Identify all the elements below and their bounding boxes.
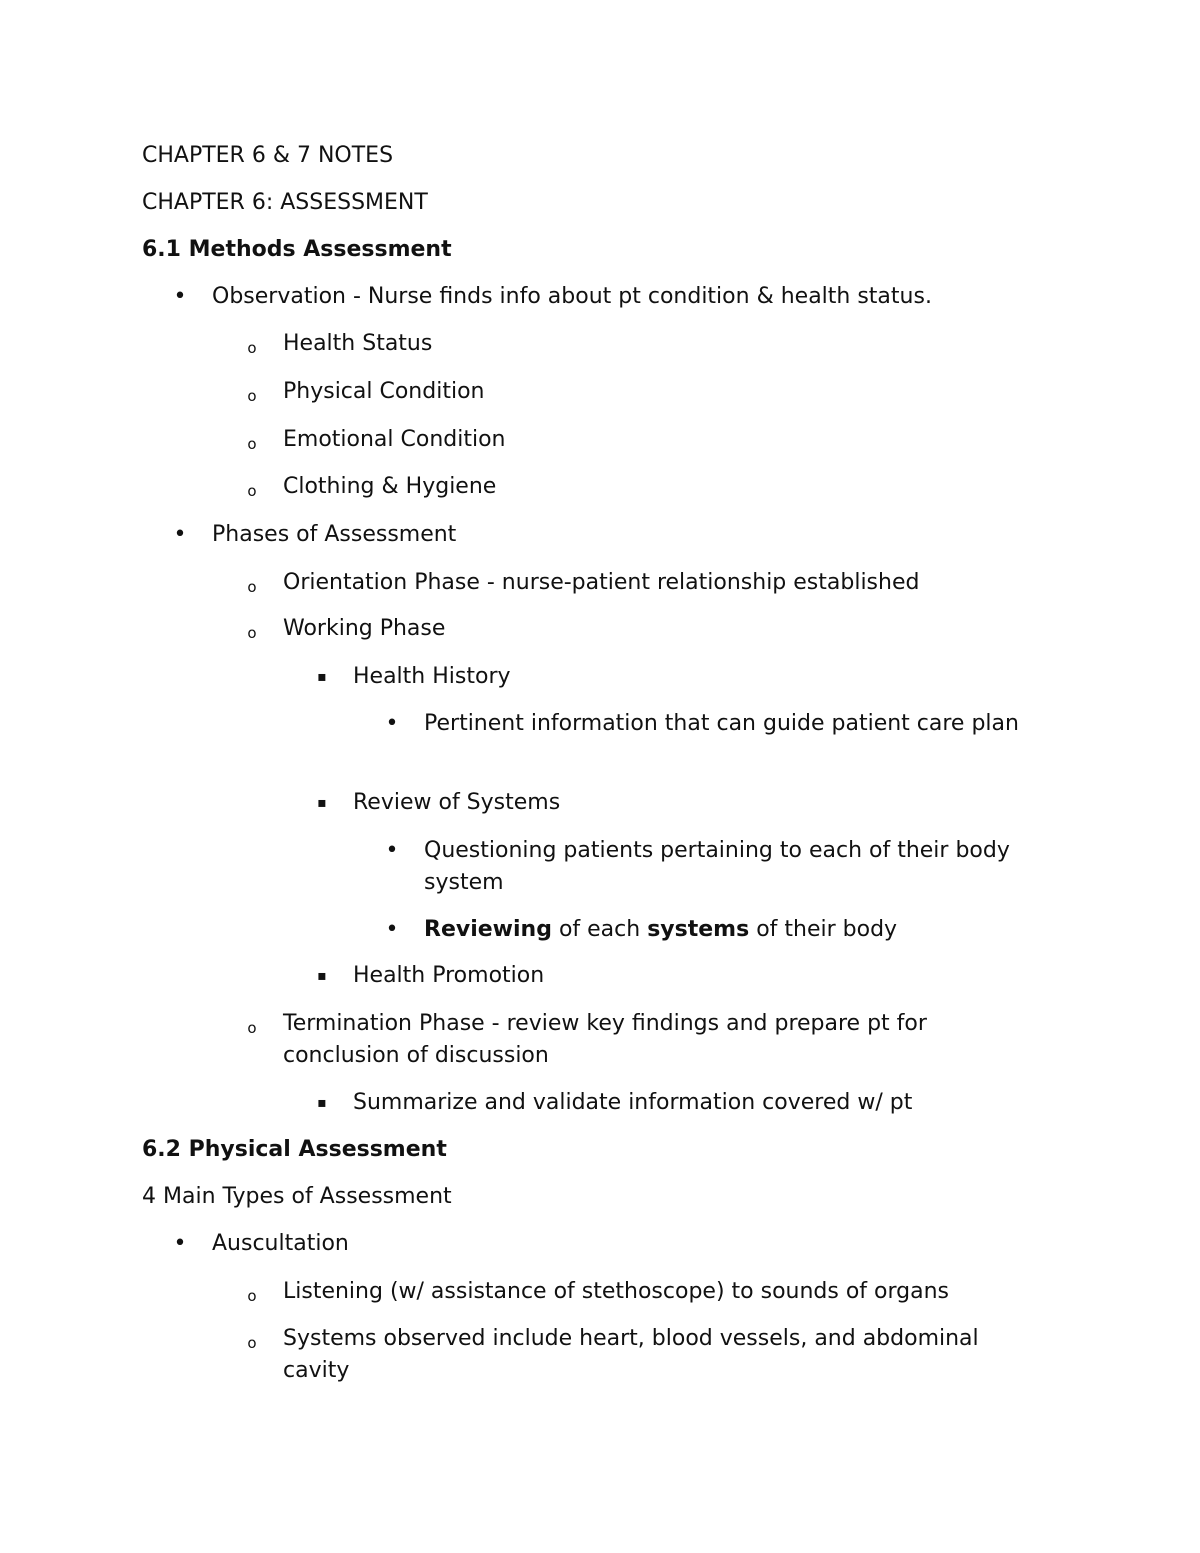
- types-text: 4 Main Types of Assessment: [142, 1184, 452, 1209]
- circle-bullet-icon: [242, 328, 262, 361]
- section-heading: 6.2 Physical Assessment: [142, 1137, 447, 1162]
- circle-bullet-icon: [242, 376, 262, 409]
- circle-bullet-icon: [242, 567, 262, 600]
- list-item-text: Health Promotion: [353, 963, 545, 988]
- list-item-text: Questioning patients pertaining to each of their body system: [424, 838, 1010, 895]
- bold-term: Reviewing: [424, 917, 552, 942]
- list-item-text: Pertinent information that can guide patient care plan: [424, 711, 1019, 736]
- list-item-text: Health History: [353, 664, 511, 689]
- disc-bullet-icon: [170, 1228, 190, 1260]
- doc-title: CHAPTER 6 & 7 NOTES: [142, 143, 394, 168]
- chapter-heading: CHAPTER 6: ASSESSMENT: [142, 190, 428, 215]
- list-item-text: Review of Systems: [353, 790, 561, 815]
- list-item-text: Clothing & Hygiene: [283, 474, 497, 499]
- list-item: [0, 1323, 1200, 1387]
- square-bullet-icon: [312, 787, 332, 821]
- list-item: [0, 708, 1200, 772]
- list-item-text: Auscultation: [212, 1231, 349, 1256]
- list-item-text: Termination Phase - review key findings and prepare pt for conclusion of discussion: [283, 1011, 927, 1068]
- circle-bullet-icon: [242, 1323, 262, 1356]
- list-item-text: Phases of Assessment: [212, 522, 457, 547]
- list-item-text: Orientation Phase - nurse-patient relationship established: [283, 570, 920, 595]
- disc-bullet-icon: [382, 914, 402, 946]
- circle-bullet-icon: [242, 471, 262, 504]
- list-item-text: Systems observed include heart, blood vessels, and abdominal cavity: [283, 1326, 979, 1383]
- list-item-text: Working Phase: [283, 616, 446, 641]
- list-item-text: Summarize and validate information covered w/ pt: [353, 1090, 913, 1115]
- list-item-text: Observation - Nurse finds info about pt condition & health status.: [212, 284, 932, 309]
- circle-bullet-icon: [242, 424, 262, 457]
- disc-bullet-icon: [382, 835, 402, 867]
- list-item: [0, 835, 1200, 899]
- square-bullet-icon: [312, 960, 332, 994]
- disc-bullet-icon: [170, 519, 190, 551]
- list-item-text: Physical Condition: [283, 379, 485, 404]
- list-item-text: Emotional Condition: [283, 427, 506, 452]
- circle-bullet-icon: [242, 613, 262, 646]
- square-bullet-icon: [312, 1087, 332, 1121]
- text-fragment: of their body: [749, 917, 898, 942]
- list-item-text: [424, 914, 897, 946]
- text-fragment: of each: [551, 917, 648, 942]
- circle-bullet-icon: [242, 1008, 262, 1041]
- list-item-text: Health Status: [283, 331, 433, 356]
- list-item: [0, 1008, 1200, 1072]
- square-bullet-icon: [312, 661, 332, 695]
- disc-bullet-icon: [382, 708, 402, 740]
- section-heading: 6.1 Methods Assessment: [142, 237, 452, 262]
- bold-term: systems: [647, 917, 750, 942]
- circle-bullet-icon: [242, 1276, 262, 1309]
- disc-bullet-icon: [170, 281, 190, 313]
- list-item-text: Listening (w/ assistance of stethoscope) to sounds of organs: [283, 1279, 950, 1304]
